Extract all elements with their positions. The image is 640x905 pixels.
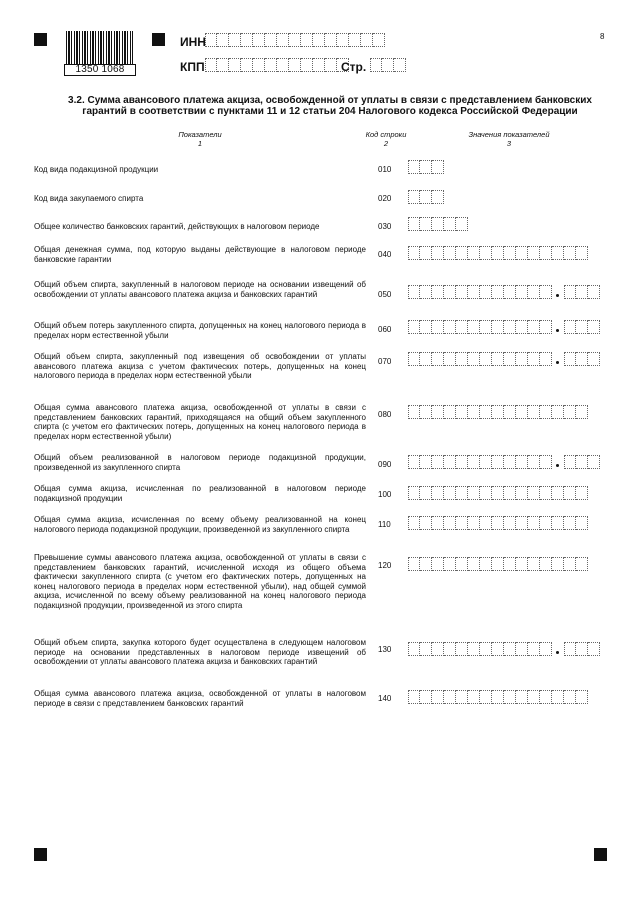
row-060-decimal-point xyxy=(556,329,559,332)
row-120-code: 120 xyxy=(378,561,392,570)
row-140-value-field[interactable] xyxy=(408,690,588,704)
section-title-line-1: 3.2. Сумма авансового платежа акциза, освобожденной от уплаты в связи с представлением банковских xyxy=(68,95,592,106)
column-header-line-code xyxy=(350,130,422,148)
row-020-value-field[interactable] xyxy=(408,190,444,204)
row-090-value-integer-field[interactable] xyxy=(408,455,552,469)
row-110-code: 110 xyxy=(378,520,391,529)
row-060-value-integer-field[interactable] xyxy=(408,320,552,334)
page-mark: 8 xyxy=(600,32,605,41)
row-110-value-field[interactable] xyxy=(408,516,588,530)
column-title-2: Код строки xyxy=(365,130,407,139)
row-040-code: 040 xyxy=(378,250,392,259)
page-label: Стр. xyxy=(341,60,367,74)
column-header-values xyxy=(450,130,568,148)
barcode xyxy=(66,31,133,65)
row-090-decimal-point xyxy=(556,464,559,467)
section-title xyxy=(50,95,610,117)
row-100-value-field[interactable] xyxy=(408,486,588,500)
row-090-label: Общий объем реализованной в налоговом периоде подакцизной продукции, произведенной из закупленного спирта xyxy=(34,453,366,472)
row-130-value-decimal-field[interactable] xyxy=(564,642,600,656)
row-070-decimal-point xyxy=(556,361,559,364)
row-130-decimal-point xyxy=(556,651,559,654)
row-130-code: 130 xyxy=(378,645,392,654)
row-130-label: Общий объем спирта, закупка которого будет осуществлена в следующем налоговом периоде на основании представленных в налоговом периоде извещений об освобождении от уплаты авансового платежа акциза и банковских гарантий xyxy=(34,638,366,667)
column-number-1: 1 xyxy=(197,139,203,148)
kpp-label: КПП xyxy=(180,60,205,74)
corner-marker-top-middle xyxy=(152,33,165,46)
row-020-code: 020 xyxy=(378,194,392,203)
kpp-field[interactable] xyxy=(205,58,349,72)
row-030-code: 030 xyxy=(378,222,392,231)
row-020-label: Код вида закупаемого спирта xyxy=(34,194,144,203)
row-140-label: Общая сумма авансового платежа акциза, освобожденной от уплаты в налоговом периоде в связи с представлением банковских гарантий xyxy=(34,689,366,708)
corner-marker-bottom-right xyxy=(594,848,607,861)
row-090-value-decimal-field[interactable] xyxy=(564,455,600,469)
page-number-field[interactable] xyxy=(370,58,406,72)
row-120-label: Превышение суммы авансового платежа акциза, освобожденной от уплаты в связи с представлением банковских гарантий, исчисленной исходя из общего объема фактически закупленного спирта (с учетом его фактических потерь, допущенных на конец налогового периода в пределах норм естественной убыли), над общей суммой акциза, исчисленной по всему объему реализованной на конец налогового периода подакцизной продукции, произведенной из этого спирта xyxy=(34,553,366,610)
row-050-value-integer-field[interactable] xyxy=(408,285,552,299)
row-030-label: Общее количество банковских гарантий, действующих в налоговом периоде xyxy=(34,222,320,231)
column-title-1: Показатели xyxy=(178,130,222,139)
row-030-value-field[interactable] xyxy=(408,217,468,231)
row-010-value-field[interactable] xyxy=(408,160,444,174)
row-050-label: Общий объем спирта, закупленный в налоговом периоде на основании извещений об освобождении от уплаты авансового платежа акциза и банковских гарантий xyxy=(34,280,366,299)
row-070-label: Общий объем спирта, закупленный под извещения об освобождении от уплаты авансового платежа акциза с учетом фактических потерь, допущенных на конец налогового периода в пределах норм естественной убыли xyxy=(34,352,366,381)
section-title-line-2: гарантий в соответствии с пунктами 11 и 12 статьи 204 Налогового кодекса Российской Федерации xyxy=(82,106,578,117)
row-070-value-integer-field[interactable] xyxy=(408,352,552,366)
row-140-code: 140 xyxy=(378,694,392,703)
row-010-code: 010 xyxy=(378,165,392,174)
inn-label: ИНН xyxy=(180,35,206,49)
row-080-label: Общая сумма авансового платежа акциза, освобожденной от уплаты в связи с представлением банковских гарантий, приходящаяся на общий объем закупленного спирта (с учетом его фактических потерь, допущенных на конец налогового периода в пределах норм естественной убыли) xyxy=(34,403,366,441)
column-title-3: Значения показателей xyxy=(468,130,550,139)
row-130-value-integer-field[interactable] xyxy=(408,642,552,656)
row-060-value-decimal-field[interactable] xyxy=(564,320,600,334)
column-number-2: 2 xyxy=(383,139,389,148)
row-080-value-field[interactable] xyxy=(408,405,588,419)
corner-marker-top-left xyxy=(34,33,47,46)
row-100-code: 100 xyxy=(378,490,392,499)
row-040-label: Общая денежная сумма, под которую выданы действующие в налоговом периоде банковские гарантии xyxy=(34,245,366,264)
row-060-code: 060 xyxy=(378,325,392,334)
row-040-value-field[interactable] xyxy=(408,246,588,260)
row-110-label: Общая сумма акциза, исчисленная по всему объему реализованной на конец налогового периода подакцизной продукции, произведенной из закупленного спирта xyxy=(34,515,366,534)
corner-marker-bottom-left xyxy=(34,848,47,861)
row-090-code: 090 xyxy=(378,460,392,469)
row-050-decimal-point xyxy=(556,294,559,297)
row-070-code: 070 xyxy=(378,357,392,366)
row-070-value-decimal-field[interactable] xyxy=(564,352,600,366)
row-050-value-decimal-field[interactable] xyxy=(564,285,600,299)
column-header-indicators xyxy=(150,130,250,148)
row-050-code: 050 xyxy=(378,290,392,299)
column-number-3: 3 xyxy=(506,139,512,148)
inn-field[interactable] xyxy=(205,33,385,47)
row-080-code: 080 xyxy=(378,410,392,419)
row-060-label: Общий объем потерь закупленного спирта, допущенных на конец налогового периода в пределах норм естественной убыли xyxy=(34,321,366,340)
row-010-label: Код вида подакцизной продукции xyxy=(34,165,159,174)
row-100-label: Общая сумма акциза, исчисленная по реализованной в налоговом периоде подакцизной продукции xyxy=(34,484,366,503)
row-120-value-field[interactable] xyxy=(408,557,588,571)
barcode-number: 1350 1068 xyxy=(64,64,136,76)
